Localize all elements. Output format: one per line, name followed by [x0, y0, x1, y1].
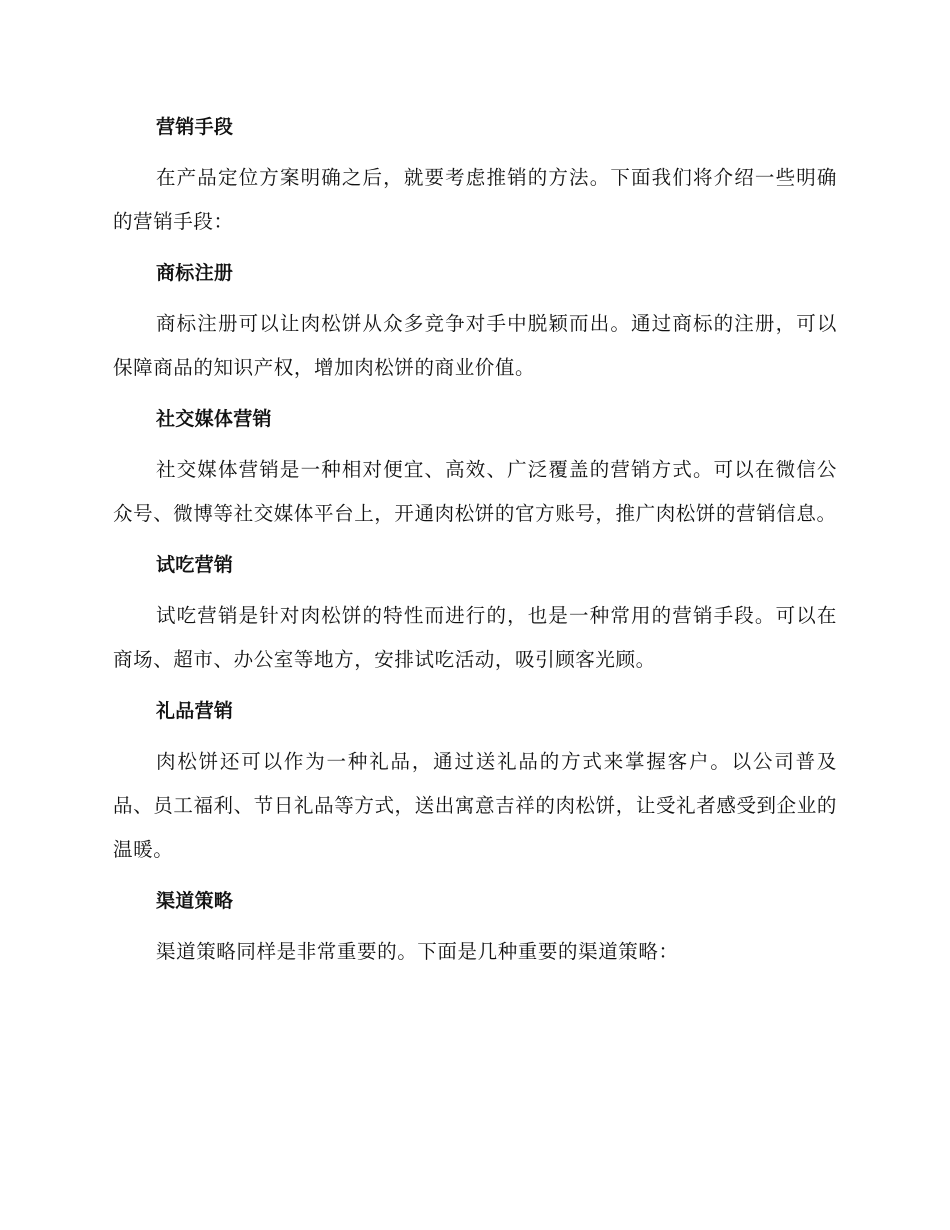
section-paragraph-social-media: 社交媒体营销是一种相对便宜、高效、广泛覆盖的营销方式。可以在微信公众号、微博等社交媒体平台上，开通肉松饼的官方账号，推广肉松饼的营销信息。 — [113, 458, 837, 525]
section-heading-trademark: 商标注册 — [156, 262, 234, 284]
section-paragraph-tasting: 试吃营销是针对肉松饼的特性而进行的，也是一种常用的营销手段。可以在商场、超市、办公室等地方，安排试吃活动，吸引顾客光顾。 — [113, 604, 837, 671]
section-heading-marketing-methods: 营销手段 — [156, 116, 234, 138]
section-paragraph-gift: 肉松饼还可以作为一种礼品，通过送礼品的方式来掌握客户。以公司普及品、员工福利、节日礼品等方式，送出寓意吉祥的肉松饼，让受礼者感受到企业的温暖。 — [113, 750, 837, 861]
section-heading-social-media: 社交媒体营销 — [156, 408, 272, 430]
section-heading-tasting: 试吃营销 — [156, 554, 234, 576]
section-paragraph-channel: 渠道策略同样是非常重要的。下面是几种重要的渠道策略： — [156, 940, 679, 963]
section-paragraph-trademark: 商标注册可以让肉松饼从众多竞争对手中脱颖而出。通过商标的注册，可以保障商品的知识产权，增加肉松饼的商业价值。 — [113, 312, 837, 379]
document-page — [113, 112, 837, 974]
section-heading-channel: 渠道策略 — [156, 890, 234, 912]
section-heading-gift: 礼品营销 — [156, 700, 234, 722]
section-paragraph-marketing-methods: 在产品定位方案明确之后，就要考虑推销的方法。下面我们将介绍一些明确的营销手段： — [113, 166, 837, 233]
